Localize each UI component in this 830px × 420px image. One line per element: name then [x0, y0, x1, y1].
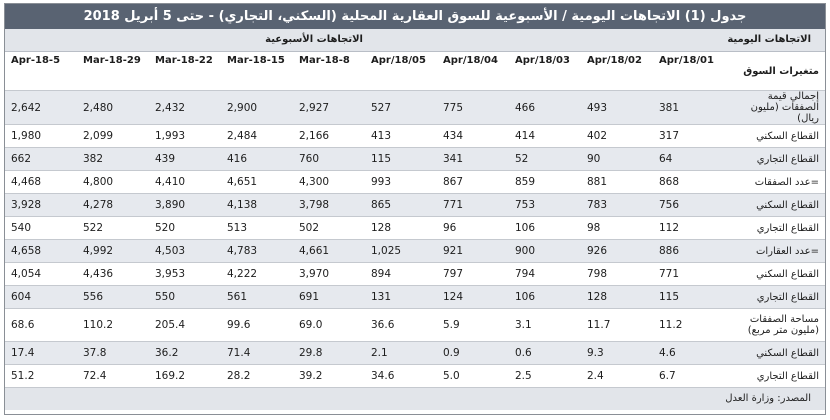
table-cell: 205.4 [149, 309, 221, 342]
table-cell: 341 [437, 148, 509, 171]
table-cell: 4.6 [653, 342, 725, 365]
table-cell: 115 [653, 286, 725, 309]
table-cell: 798 [581, 263, 653, 286]
table-cell: 662 [5, 148, 77, 171]
table-row [5, 125, 825, 148]
table-cell: 771 [437, 194, 509, 217]
table-cell: 865 [365, 194, 437, 217]
table-title: جدول (1) الاتجاهات اليومية / الأسبوعية للسوق العقارية المحلية (السكني، التجاري) - حتى 5 أبريل 2018 [5, 4, 825, 29]
table-cell: 3,928 [5, 194, 77, 217]
table-cell: 4,992 [77, 240, 149, 263]
column-header: Apr/18/01 [653, 52, 725, 91]
table-cell: 3,953 [149, 263, 221, 286]
table-cell: 756 [653, 194, 725, 217]
table-cell: 414 [509, 125, 581, 148]
table-cell: 131 [365, 286, 437, 309]
table-cell: 4,436 [77, 263, 149, 286]
table-cell: 51.2 [5, 365, 77, 388]
table-cell: 894 [365, 263, 437, 286]
table-cell: 4,651 [221, 171, 293, 194]
table-cell: 2,642 [5, 91, 77, 125]
table-cell: 9.3 [581, 342, 653, 365]
table-cell: 4,468 [5, 171, 77, 194]
table-cell: 52 [509, 148, 581, 171]
table-cell: 115 [365, 148, 437, 171]
table-cell: 522 [77, 217, 149, 240]
table-cell: 96 [437, 217, 509, 240]
source-footer: المصدر: وزارة العدل [5, 388, 825, 410]
table-cell: 6.7 [653, 365, 725, 388]
row-label: القطاع السكني [725, 194, 825, 217]
table-cell: 28.2 [221, 365, 293, 388]
table-cell: 90 [581, 148, 653, 171]
table-cell: 868 [653, 171, 725, 194]
row-label: القطاع السكني [725, 125, 825, 148]
table-cell: 4,410 [149, 171, 221, 194]
table-cell: 2.1 [365, 342, 437, 365]
table-row [5, 309, 825, 342]
table-cell: 4,800 [77, 171, 149, 194]
table-cell: 775 [437, 91, 509, 125]
table-cell: 5.9 [437, 309, 509, 342]
table-cell: 124 [437, 286, 509, 309]
daily-trends-label: الاتجاهات اليومية [727, 34, 811, 45]
table-cell: 794 [509, 263, 581, 286]
table-cell: 112 [653, 217, 725, 240]
table-row [5, 194, 825, 217]
table-row [5, 148, 825, 171]
table-cell: 3,890 [149, 194, 221, 217]
table-cell: 413 [365, 125, 437, 148]
table-cell: 36.2 [149, 342, 221, 365]
table-row [5, 286, 825, 309]
table-cell: 11.7 [581, 309, 653, 342]
row-label: القطاع التجاري [725, 217, 825, 240]
table-cell: 4,222 [221, 263, 293, 286]
table-cell: 3,798 [293, 194, 365, 217]
table-cell: 921 [437, 240, 509, 263]
row-label: القطاع السكني [725, 342, 825, 365]
table-cell: 128 [365, 217, 437, 240]
table-cell: 4,054 [5, 263, 77, 286]
table-cell: 106 [509, 217, 581, 240]
table-cell: 29.8 [293, 342, 365, 365]
table-cell: 0.6 [509, 342, 581, 365]
table-cell: 11.2 [653, 309, 725, 342]
column-header: 8-Mar-18 [293, 52, 365, 91]
column-header-label: متغيرات السوق [725, 52, 825, 91]
row-label: القطاع السكني [725, 263, 825, 286]
table-cell: 760 [293, 148, 365, 171]
table-cell: 604 [5, 286, 77, 309]
row-label: مساحة الصفقات (مليون متر مربع) [725, 309, 825, 342]
table-cell: 169.2 [149, 365, 221, 388]
section-header [5, 29, 825, 52]
row-label: القطاع التجاري [725, 148, 825, 171]
market-trends-table [5, 52, 825, 388]
table-cell: 4,138 [221, 194, 293, 217]
table-cell: 881 [581, 171, 653, 194]
table-cell: 4,300 [293, 171, 365, 194]
table-cell: 540 [5, 217, 77, 240]
table-cell: 4,278 [77, 194, 149, 217]
table-cell: 493 [581, 91, 653, 125]
weekly-trends-label: الاتجاهات الأسبوعية [265, 34, 363, 45]
table-cell: 34.6 [365, 365, 437, 388]
table-cell: 39.2 [293, 365, 365, 388]
table-cell: 886 [653, 240, 725, 263]
table-row [5, 263, 825, 286]
table-cell: 98 [581, 217, 653, 240]
table-cell: 416 [221, 148, 293, 171]
column-header: Apr/18/03 [509, 52, 581, 91]
table-row [5, 171, 825, 194]
column-header: 29-Mar-18 [77, 52, 149, 91]
table-cell: 2,480 [77, 91, 149, 125]
table-cell: 783 [581, 194, 653, 217]
table-cell: 2.5 [509, 365, 581, 388]
table-cell: 797 [437, 263, 509, 286]
table-cell: 867 [437, 171, 509, 194]
table-cell: 128 [581, 286, 653, 309]
row-label: القطاع التجاري [725, 365, 825, 388]
table-cell: 110.2 [77, 309, 149, 342]
table-cell: 402 [581, 125, 653, 148]
table-cell: 900 [509, 240, 581, 263]
table-cell: 859 [509, 171, 581, 194]
column-header: Apr/18/04 [437, 52, 509, 91]
table-cell: 3.1 [509, 309, 581, 342]
table-row [5, 342, 825, 365]
table-cell: 317 [653, 125, 725, 148]
table-cell: 527 [365, 91, 437, 125]
table-row [5, 217, 825, 240]
table-cell: 2,484 [221, 125, 293, 148]
table-cell: 4,783 [221, 240, 293, 263]
table-cell: 550 [149, 286, 221, 309]
table-row [5, 365, 825, 388]
table-cell: 2,166 [293, 125, 365, 148]
table-cell: 71.4 [221, 342, 293, 365]
table-cell: 99.6 [221, 309, 293, 342]
table-cell: 1,993 [149, 125, 221, 148]
table-cell: 4,661 [293, 240, 365, 263]
table-cell: 434 [437, 125, 509, 148]
table-cell: 68.6 [5, 309, 77, 342]
table-cell: 993 [365, 171, 437, 194]
table-row [5, 91, 825, 125]
table-cell: 513 [221, 217, 293, 240]
column-header: 15-Mar-18 [221, 52, 293, 91]
table-cell: 4,503 [149, 240, 221, 263]
table-cell: 69.0 [293, 309, 365, 342]
table-cell: 502 [293, 217, 365, 240]
table-cell: 381 [653, 91, 725, 125]
table-cell: 36.6 [365, 309, 437, 342]
table-cell: 2,099 [77, 125, 149, 148]
table-cell: 691 [293, 286, 365, 309]
column-header: Apr/18/02 [581, 52, 653, 91]
table-cell: 2.4 [581, 365, 653, 388]
table-row [5, 240, 825, 263]
table-cell: 64 [653, 148, 725, 171]
table-cell: 5.0 [437, 365, 509, 388]
column-header: 22-Mar-18 [149, 52, 221, 91]
row-label: إجمالي قيمة الصفقات (مليون ريال) [725, 91, 825, 125]
table-cell: 17.4 [5, 342, 77, 365]
table-cell: 771 [653, 263, 725, 286]
table-cell: 3,970 [293, 263, 365, 286]
table-cell: 1,025 [365, 240, 437, 263]
row-label: =عدد العقارات [725, 240, 825, 263]
row-label: القطاع التجاري [725, 286, 825, 309]
table-cell: 382 [77, 148, 149, 171]
table-cell: 561 [221, 286, 293, 309]
column-header: Apr/18/05 [365, 52, 437, 91]
table-cell: 37.8 [77, 342, 149, 365]
table-cell: 106 [509, 286, 581, 309]
table-cell: 2,927 [293, 91, 365, 125]
column-header: 5-Apr-18 [5, 52, 77, 91]
column-header-row [5, 52, 825, 91]
table-cell: 0.9 [437, 342, 509, 365]
table-panel [4, 3, 826, 415]
table-cell: 466 [509, 91, 581, 125]
table-cell: 4,658 [5, 240, 77, 263]
table-cell: 520 [149, 217, 221, 240]
table-cell: 2,432 [149, 91, 221, 125]
table-cell: 439 [149, 148, 221, 171]
table-cell: 556 [77, 286, 149, 309]
table-cell: 2,900 [221, 91, 293, 125]
row-label: =عدد الصفقات [725, 171, 825, 194]
table-cell: 753 [509, 194, 581, 217]
table-cell: 1,980 [5, 125, 77, 148]
table-cell: 72.4 [77, 365, 149, 388]
table-cell: 926 [581, 240, 653, 263]
